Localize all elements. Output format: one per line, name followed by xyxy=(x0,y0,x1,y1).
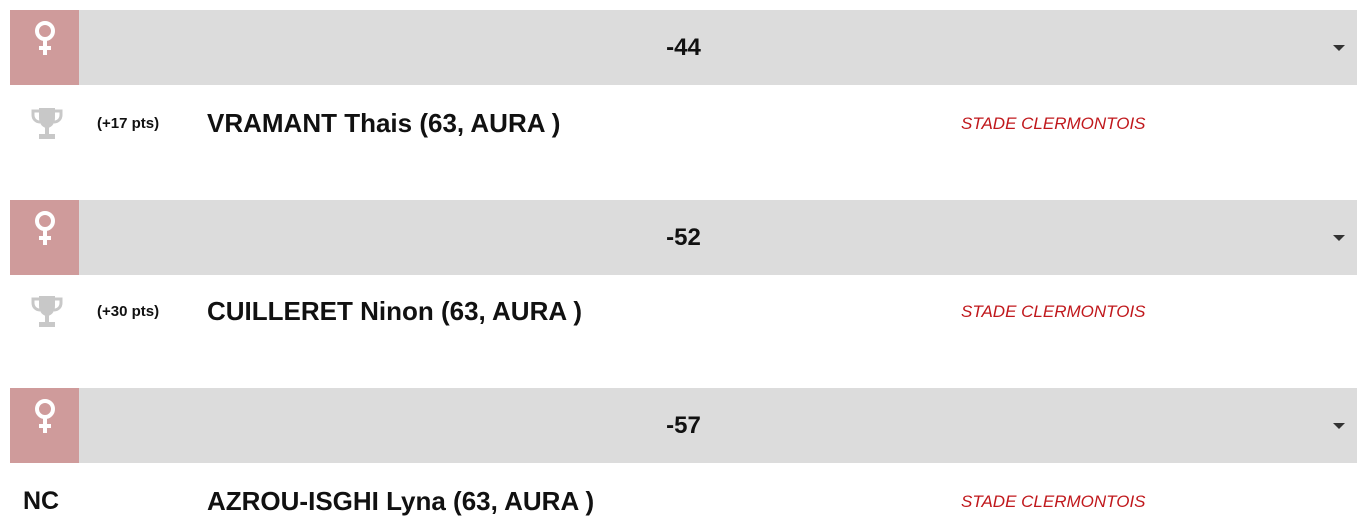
female-symbol-icon xyxy=(32,210,58,250)
result-row xyxy=(0,100,1357,150)
points-gain: (+17 pts) xyxy=(97,115,160,132)
club-name[interactable]: STADE CLERMONTOIS xyxy=(961,492,1146,511)
gender-badge xyxy=(10,388,79,463)
points-gain: (+30 pts) xyxy=(97,303,160,320)
trophy-icon xyxy=(30,106,64,142)
athlete-name[interactable]: VRAMANT Thais (63, AURA ) xyxy=(207,108,561,138)
rank-label: NC xyxy=(23,487,60,515)
category-header-44[interactable] xyxy=(10,10,1357,85)
chevron-down-icon[interactable] xyxy=(1333,45,1345,51)
result-row xyxy=(0,478,1357,524)
gender-badge xyxy=(10,200,79,275)
category-header-52[interactable] xyxy=(10,200,1357,275)
gender-badge xyxy=(10,10,79,85)
athlete-name[interactable]: AZROU-ISGHI Lyna (63, AURA ) xyxy=(207,486,595,516)
trophy-icon xyxy=(30,294,64,330)
club-name[interactable]: STADE CLERMONTOIS xyxy=(961,114,1146,133)
chevron-down-icon[interactable] xyxy=(1333,423,1345,429)
athlete-name[interactable]: CUILLERET Ninon (63, AURA ) xyxy=(207,296,583,326)
category-header-57[interactable] xyxy=(10,388,1357,463)
category-label: -52 xyxy=(666,223,701,251)
female-symbol-icon xyxy=(32,20,58,60)
category-label: -44 xyxy=(666,33,701,61)
chevron-down-icon[interactable] xyxy=(1333,235,1345,241)
female-symbol-icon xyxy=(32,398,58,438)
result-row xyxy=(0,288,1357,338)
club-name[interactable]: STADE CLERMONTOIS xyxy=(961,302,1146,321)
category-label: -57 xyxy=(666,411,701,439)
